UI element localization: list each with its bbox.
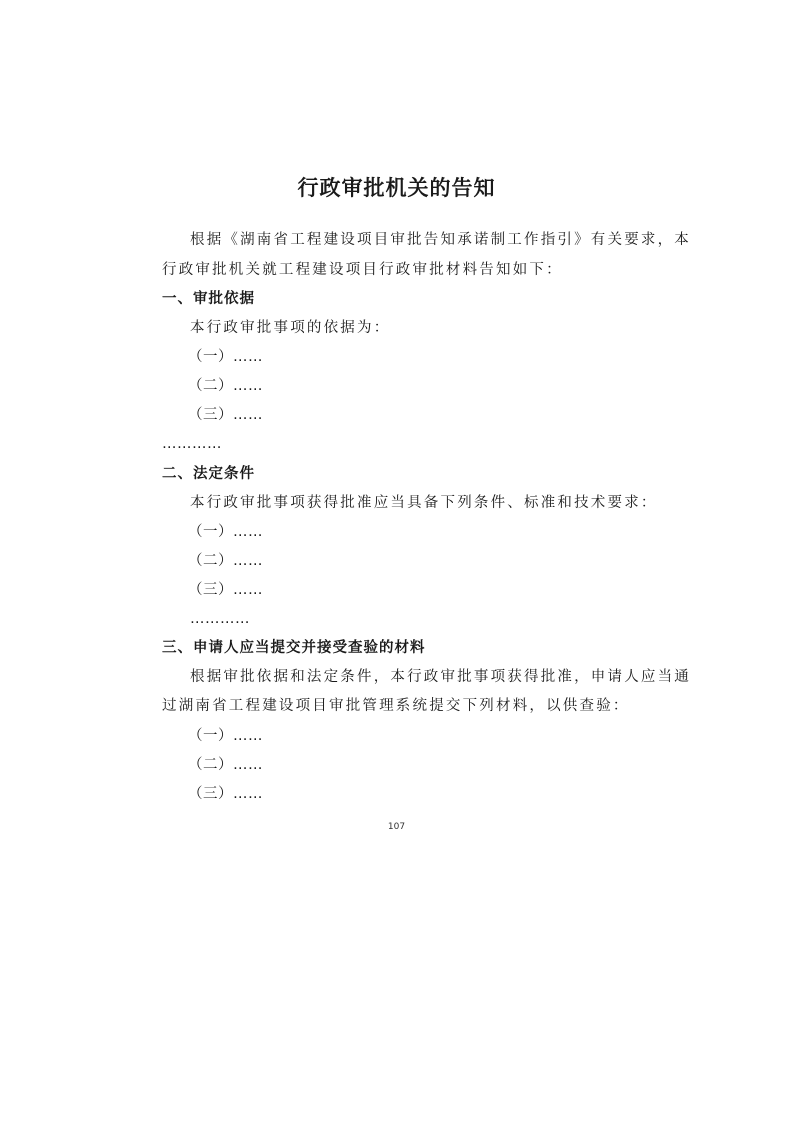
section-3-item-2: （二）…… [188, 757, 263, 773]
section-1-item-1: （一）…… [188, 349, 263, 365]
section-3-item-3: （三）…… [188, 786, 263, 802]
section-1-text: 本行政审批事项的依据为： [190, 320, 391, 336]
section-3-text-line-2: 过湖南省工程建设项目审批管理系统提交下列材料，以供查验： [162, 698, 630, 714]
section-1-item-2: （二）…… [188, 378, 263, 394]
document-title: 行政审批机关的告知 [297, 176, 496, 200]
section-2-item-3: （三）…… [188, 582, 263, 598]
section-3-heading: 三、申请人应当提交并接受查验的材料 [162, 640, 426, 656]
section-3-item-1: （一）…… [188, 728, 263, 744]
intro-line-2: 行政审批机关就工程建设项目行政审批材料告知如下： [162, 262, 563, 278]
section-1-ellipsis: ………… [162, 436, 222, 452]
section-2-heading: 二、法定条件 [162, 466, 255, 482]
page-number: 107 [387, 822, 406, 832]
section-2-ellipsis: ………… [190, 611, 250, 627]
section-1-item-3: （三）…… [188, 407, 263, 423]
intro-line-1: 根据《湖南省工程建设项目审批告知承诺制工作指引》有关要求，本 [190, 232, 691, 248]
section-3-text-line-1: 根据审批依据和法定条件，本行政审批事项获得批准，申请人应当通 [190, 669, 691, 685]
section-1-heading: 一、审批依据 [162, 291, 255, 307]
section-2-item-2: （二）…… [188, 553, 263, 569]
section-2-text: 本行政审批事项获得批准应当具备下列条件、标准和技术要求： [190, 495, 658, 511]
section-2-item-1: （一）…… [188, 524, 263, 540]
